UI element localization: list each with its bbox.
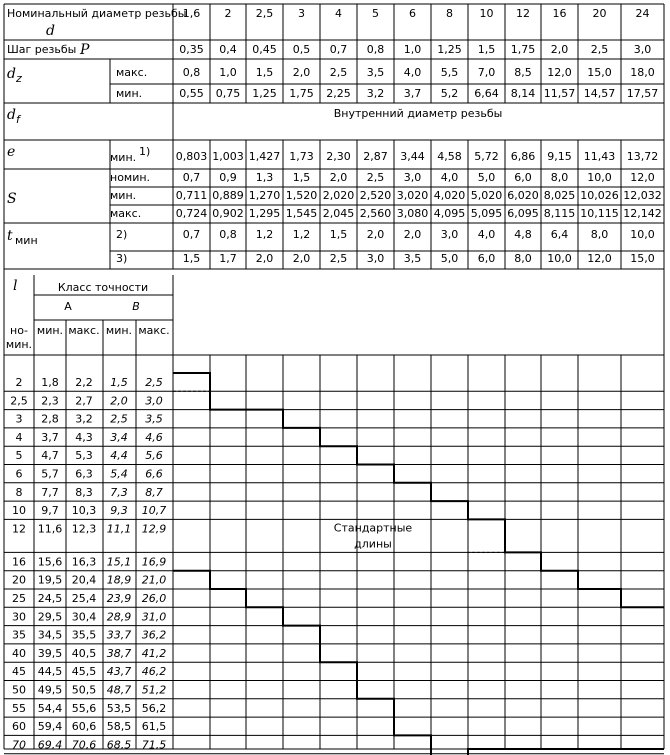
- length-a-max: 45,5: [71, 665, 97, 679]
- length-b-min: 11,1: [106, 522, 132, 536]
- s-nom-value: 8,0: [550, 171, 569, 184]
- length-b-max: 21,0: [141, 573, 167, 587]
- length-nominal: 30: [12, 610, 26, 624]
- t3-value: 8,0: [514, 252, 532, 265]
- e-min-value: 1,427: [248, 150, 281, 163]
- t2-value: 0,8: [219, 228, 237, 241]
- length-b-max: 31,0: [141, 610, 167, 624]
- e-min-value: 9,15: [547, 150, 572, 163]
- dz-max-value: 3,5: [366, 66, 385, 79]
- length-b-min: 33,7: [106, 628, 132, 642]
- diameter-value: 5: [372, 7, 379, 20]
- pitch-value: 0,45: [252, 43, 277, 56]
- t-note3: 3): [116, 252, 128, 265]
- thread-pitch-label: Шаг резьбы: [7, 43, 77, 56]
- pitch-value: 0,5: [292, 43, 311, 56]
- s-min-value: 6,020: [507, 189, 539, 202]
- t3-value: 3,5: [403, 252, 422, 265]
- length-a-max: 6,3: [75, 467, 93, 481]
- s-max-value: 0,724: [175, 207, 208, 220]
- dz-min-value: 6,64: [474, 87, 499, 100]
- thread-pitch-symbol: P: [80, 42, 90, 58]
- pitch-value: 2,5: [590, 43, 609, 56]
- s-nom-value: 1,5: [292, 171, 311, 184]
- dz-max-value: 18,0: [630, 66, 655, 79]
- s-min-value: 0,889: [212, 189, 244, 202]
- t3-value: 2,0: [292, 252, 311, 265]
- dz-min-value: 2,25: [326, 87, 351, 100]
- t3-value: 6,0: [477, 252, 496, 265]
- nominal-diameter-symbol: d: [46, 23, 55, 39]
- length-nominal: 10: [12, 504, 26, 518]
- e-min-value: 2,30: [326, 150, 351, 163]
- dz-max-value: 0,8: [182, 66, 201, 79]
- length-b-min: 23,9: [106, 592, 132, 605]
- length-a-min: 1,8: [41, 376, 59, 389]
- length-b-min: 3,4: [110, 430, 128, 444]
- t3-value: 10,0: [547, 252, 572, 265]
- length-a-min: 39,5: [37, 646, 63, 660]
- e-min-label: мин.: [110, 151, 137, 164]
- length-b-max: 3,5: [145, 412, 163, 426]
- t3-value: 2,5: [329, 252, 348, 265]
- length-b-max: 41,2: [141, 646, 167, 660]
- length-a-max: 3,2: [75, 412, 93, 426]
- length-nominal: 2,5: [10, 394, 28, 408]
- e-min-value: 1,003: [212, 150, 244, 163]
- nominal-label-1: но-: [10, 324, 28, 337]
- a-max-header: макс.: [68, 324, 100, 337]
- length-b-max: 5,6: [145, 449, 163, 463]
- length-b-max: 4,6: [145, 430, 163, 444]
- t2-value: 1,2: [255, 228, 274, 241]
- pitch-value: 1,25: [437, 43, 462, 56]
- length-a-min: 54,4: [37, 701, 63, 715]
- dz-subscript: z: [16, 72, 22, 85]
- accuracy-class-label: Класс точности: [57, 281, 149, 294]
- s-max-value: 12,142: [623, 207, 662, 220]
- length-nominal: 20: [12, 573, 26, 587]
- diameter-value: 10: [479, 7, 494, 20]
- pitch-value: 0,35: [179, 43, 204, 56]
- t3-value: 1,5: [182, 252, 201, 265]
- e-min-value: 4,58: [437, 150, 462, 163]
- s-max-value: 5,095: [470, 207, 503, 220]
- s-max-value: 1,295: [248, 207, 281, 220]
- dz-min-value: 8,14: [510, 87, 536, 100]
- length-a-min: 29,5: [37, 610, 63, 624]
- length-a-min: 34,5: [37, 628, 63, 642]
- t2-value: 2,0: [366, 228, 385, 241]
- length-b-max: 2,5: [145, 376, 163, 389]
- diameter-value: 8: [446, 7, 453, 20]
- length-a-max: 2,2: [75, 376, 93, 389]
- length-b-min: 53,5: [106, 701, 132, 715]
- length-b-max: 61,5: [141, 720, 167, 734]
- s-nom-value: 0,9: [219, 171, 237, 184]
- length-b-min: 68,5: [106, 738, 132, 752]
- length-b-max: 46,2: [141, 665, 167, 679]
- standard-lengths-lower-boundary: [173, 571, 664, 755]
- s-min-value: 12,032: [623, 189, 662, 202]
- length-b-min: 15,1: [106, 555, 132, 569]
- length-nominal: 40: [12, 646, 26, 660]
- nominal-label-2: мин.: [5, 338, 33, 351]
- S-nom-label: номин.: [110, 171, 151, 184]
- length-b-min: 9,3: [110, 504, 128, 518]
- e-note1: 1): [139, 145, 151, 158]
- length-b-min: 2,0: [110, 394, 128, 408]
- length-a-min: 24,5: [37, 592, 63, 605]
- length-a-max: 40,5: [71, 646, 97, 660]
- diameter-value: 20: [592, 7, 607, 20]
- class-b-label: B: [132, 300, 140, 313]
- pitch-value: 0,4: [219, 43, 237, 56]
- length-a-min: 44,5: [37, 665, 63, 679]
- dz-min-value: 1,75: [289, 87, 314, 100]
- length-b-min: 2,5: [110, 412, 128, 426]
- length-b-min: 48,7: [106, 683, 132, 697]
- t3-value: 1,7: [219, 252, 237, 265]
- pitch-value: 2,0: [550, 43, 569, 56]
- diameter-value: 6: [409, 7, 416, 20]
- e-min-value: 2,87: [363, 150, 388, 163]
- length-a-min: 5,7: [41, 467, 59, 481]
- length-a-min: 49,5: [37, 683, 63, 697]
- length-b-min: 58,5: [106, 720, 132, 734]
- t2-value: 1,5: [329, 228, 348, 241]
- length-a-min: 11,6: [37, 522, 63, 536]
- t3-value: 15,0: [630, 252, 655, 265]
- length-nominal: 25: [12, 592, 26, 605]
- s-nom-value: 0,7: [182, 171, 201, 184]
- df-symbol: d: [7, 107, 16, 123]
- s-max-value: 8,115: [543, 207, 576, 220]
- diameter-value: 12: [516, 7, 530, 20]
- s-max-value: 10,115: [580, 207, 619, 220]
- s-min-value: 2,020: [322, 189, 355, 202]
- length-a-min: 59,4: [37, 720, 63, 734]
- length-a-max: 2,7: [75, 394, 93, 408]
- e-min-value: 6,86: [510, 150, 536, 163]
- s-max-value: 1,545: [285, 207, 318, 220]
- l-symbol: l: [13, 278, 18, 294]
- t-symbol: t: [7, 228, 13, 244]
- t2-value: 2,0: [403, 228, 422, 241]
- length-a-min: 3,7: [41, 430, 59, 444]
- dz-max-value: 2,5: [329, 66, 348, 79]
- S-symbol: S: [7, 191, 17, 207]
- t2-value: 0,7: [182, 228, 201, 241]
- length-a-min: 69,4: [37, 738, 63, 752]
- length-a-max: 30,4: [71, 610, 97, 624]
- s-nom-value: 4,0: [440, 171, 459, 184]
- length-nominal: 35: [12, 628, 26, 642]
- dz-max-label: макс.: [116, 66, 148, 79]
- dz-symbol: d: [7, 66, 16, 82]
- length-nominal: 55: [12, 701, 26, 715]
- s-nom-value: 2,5: [366, 171, 385, 184]
- a-min-header: мин.: [36, 324, 64, 337]
- s-min-value: 0,711: [175, 189, 208, 202]
- diameter-value: 16: [552, 7, 567, 20]
- class-a-label: A: [64, 300, 72, 313]
- t2-value: 3,0: [440, 228, 459, 241]
- s-nom-value: 10,0: [587, 171, 612, 184]
- t3-value: 3,0: [366, 252, 385, 265]
- S-max-label: макс.: [110, 207, 142, 220]
- diameter-value: 1,6: [182, 7, 201, 20]
- s-max-value: 0,902: [212, 207, 244, 220]
- t3-value: 12,0: [587, 252, 612, 265]
- length-b-min: 4,4: [110, 449, 128, 463]
- length-b-min: 28,9: [106, 610, 132, 624]
- s-max-value: 6,095: [507, 207, 539, 220]
- pitch-value: 1,5: [477, 43, 496, 56]
- df-subscript: f: [16, 113, 20, 126]
- length-nominal: 5: [15, 449, 23, 463]
- t3-value: 2,0: [255, 252, 274, 265]
- length-nominal: 6: [15, 467, 23, 481]
- standard-lengths-label-1: Стандартные: [333, 521, 413, 535]
- length-a-max: 10,3: [71, 504, 97, 518]
- s-min-value: 4,020: [433, 189, 466, 202]
- e-min-value: 1,73: [289, 150, 314, 163]
- dz-max-value: 5,5: [440, 66, 459, 79]
- length-a-min: 15,6: [37, 555, 63, 569]
- length-a-max: 20,4: [71, 573, 97, 587]
- length-a-min: 2,3: [41, 394, 59, 408]
- length-a-max: 16,3: [71, 555, 97, 569]
- length-b-max: 8,7: [145, 485, 163, 499]
- nominal-diameter-label: Номинальный диаметр резьбы: [7, 7, 187, 20]
- diameter-value: 3: [298, 7, 305, 20]
- length-nominal: 12: [12, 522, 26, 536]
- b-min-header: мин.: [105, 324, 133, 337]
- length-a-max: 4,3: [75, 430, 93, 444]
- dz-min-value: 5,2: [440, 87, 459, 100]
- diameter-value: 2: [224, 7, 232, 20]
- dz-min-label: мин.: [116, 87, 143, 100]
- length-b-max: 51,2: [141, 683, 167, 697]
- pitch-value: 1,75: [510, 43, 536, 56]
- length-b-max: 36,2: [141, 628, 167, 642]
- length-b-min: 5,4: [110, 467, 128, 481]
- e-min-value: 11,43: [583, 150, 616, 163]
- length-a-max: 60,6: [71, 720, 97, 734]
- dz-max-value: 4,0: [403, 66, 422, 79]
- length-a-max: 50,5: [71, 683, 97, 697]
- s-nom-value: 2,0: [329, 171, 348, 184]
- S-min-label: мин.: [110, 189, 137, 202]
- length-b-min: 7,3: [110, 485, 128, 499]
- length-b-max: 3,0: [145, 394, 163, 408]
- length-b-max: 10,7: [141, 504, 167, 518]
- s-nom-value: 3,0: [403, 171, 422, 184]
- t2-value: 1,2: [292, 228, 311, 241]
- length-a-max: 12,3: [71, 522, 97, 536]
- inner-diameter-text: Внутренний диаметр резьбы: [333, 107, 503, 120]
- dz-min-value: 14,57: [583, 87, 616, 100]
- t-note2: 2): [116, 228, 128, 241]
- diameter-value: 24: [635, 7, 650, 20]
- pitch-value: 3,0: [633, 43, 652, 56]
- length-b-max: 12,9: [141, 522, 167, 536]
- length-a-max: 25,4: [71, 592, 97, 605]
- length-nominal: 4: [15, 430, 23, 444]
- length-b-max: 71,5: [141, 738, 167, 752]
- length-nominal: 3: [15, 412, 23, 426]
- e-symbol: e: [7, 144, 16, 160]
- length-b-max: 6,6: [145, 467, 163, 481]
- t2-value: 10,0: [630, 228, 655, 241]
- t3-value: 5,0: [440, 252, 459, 265]
- length-nominal: 50: [12, 683, 26, 697]
- standard-lengths-upper-boundary: [173, 373, 664, 607]
- s-nom-value: 12,0: [630, 171, 655, 184]
- diameter-value: 2,5: [255, 7, 274, 20]
- dz-max-value: 2,0: [292, 66, 311, 79]
- e-min-value: 13,72: [626, 150, 659, 163]
- length-nominal: 60: [12, 720, 26, 734]
- length-a-min: 19,5: [37, 573, 63, 587]
- s-max-value: 2,045: [322, 207, 355, 220]
- length-b-min: 43,7: [106, 665, 132, 679]
- length-a-min: 9,7: [41, 504, 59, 518]
- dz-min-value: 3,2: [366, 87, 385, 100]
- diameter-value: 4: [335, 7, 342, 20]
- length-b-max: 16,9: [141, 555, 167, 569]
- length-nominal: 70: [12, 738, 26, 752]
- dz-max-value: 8,5: [514, 66, 532, 79]
- dz-min-value: 3,7: [403, 87, 422, 100]
- length-a-min: 4,7: [41, 449, 59, 463]
- s-min-value: 3,020: [396, 189, 429, 202]
- dz-min-value: 0,55: [179, 87, 204, 100]
- s-max-value: 3,080: [396, 207, 429, 220]
- s-max-value: 4,095: [433, 207, 466, 220]
- length-b-min: 18,9: [106, 573, 132, 587]
- preferred-lengths-dashed-boundary: [173, 391, 664, 589]
- e-min-value: 5,72: [474, 150, 499, 163]
- t-subscript: мин: [15, 234, 38, 247]
- e-min-value: 3,44: [400, 150, 425, 163]
- s-nom-value: 5,0: [477, 171, 496, 184]
- s-nom-value: 1,3: [255, 171, 274, 184]
- s-min-value: 8,025: [543, 189, 576, 202]
- length-a-max: 5,3: [75, 449, 93, 463]
- dz-max-value: 1,0: [219, 66, 237, 79]
- dz-max-value: 1,5: [255, 66, 274, 79]
- dz-min-value: 17,57: [626, 87, 659, 100]
- dz-min-value: 11,57: [543, 87, 576, 100]
- length-a-min: 2,8: [41, 412, 59, 426]
- length-a-max: 70,6: [71, 738, 97, 752]
- s-max-value: 2,560: [359, 207, 392, 220]
- t2-value: 4,0: [477, 228, 496, 241]
- s-min-value: 2,520: [359, 189, 392, 202]
- length-nominal: 8: [15, 485, 23, 499]
- length-nominal: 45: [12, 665, 26, 679]
- b-max-header: макс.: [138, 324, 170, 337]
- length-a-max: 8,3: [75, 485, 93, 499]
- standard-lengths-label-2: длины: [354, 537, 392, 551]
- length-a-max: 55,6: [71, 701, 97, 715]
- length-b-max: 56,2: [141, 701, 167, 715]
- length-b-min: 1,5: [110, 376, 128, 389]
- s-nom-value: 6,0: [514, 171, 532, 184]
- dz-min-value: 0,75: [215, 87, 241, 100]
- pitch-value: 1,0: [403, 43, 422, 56]
- e-min-value: 0,803: [175, 150, 208, 163]
- t2-value: 4,8: [514, 228, 532, 241]
- t2-value: 8,0: [590, 228, 609, 241]
- length-b-min: 38,7: [106, 646, 132, 660]
- dz-max-value: 7,0: [477, 66, 496, 79]
- s-min-value: 1,520: [285, 189, 318, 202]
- dz-min-value: 1,25: [252, 87, 277, 100]
- length-a-min: 7,7: [41, 485, 59, 499]
- pitch-value: 0,8: [366, 43, 385, 56]
- length-nominal: 16: [12, 555, 26, 569]
- length-a-max: 35,5: [71, 628, 97, 642]
- t2-value: 6,4: [550, 228, 569, 241]
- pitch-value: 0,7: [329, 43, 348, 56]
- s-min-value: 1,270: [248, 189, 281, 202]
- dz-max-value: 12,0: [547, 66, 572, 79]
- dz-max-value: 15,0: [587, 66, 612, 79]
- length-nominal: 2: [15, 376, 23, 389]
- s-min-value: 5,020: [470, 189, 503, 202]
- length-b-max: 26,0: [141, 592, 167, 605]
- s-min-value: 10,026: [580, 189, 619, 202]
